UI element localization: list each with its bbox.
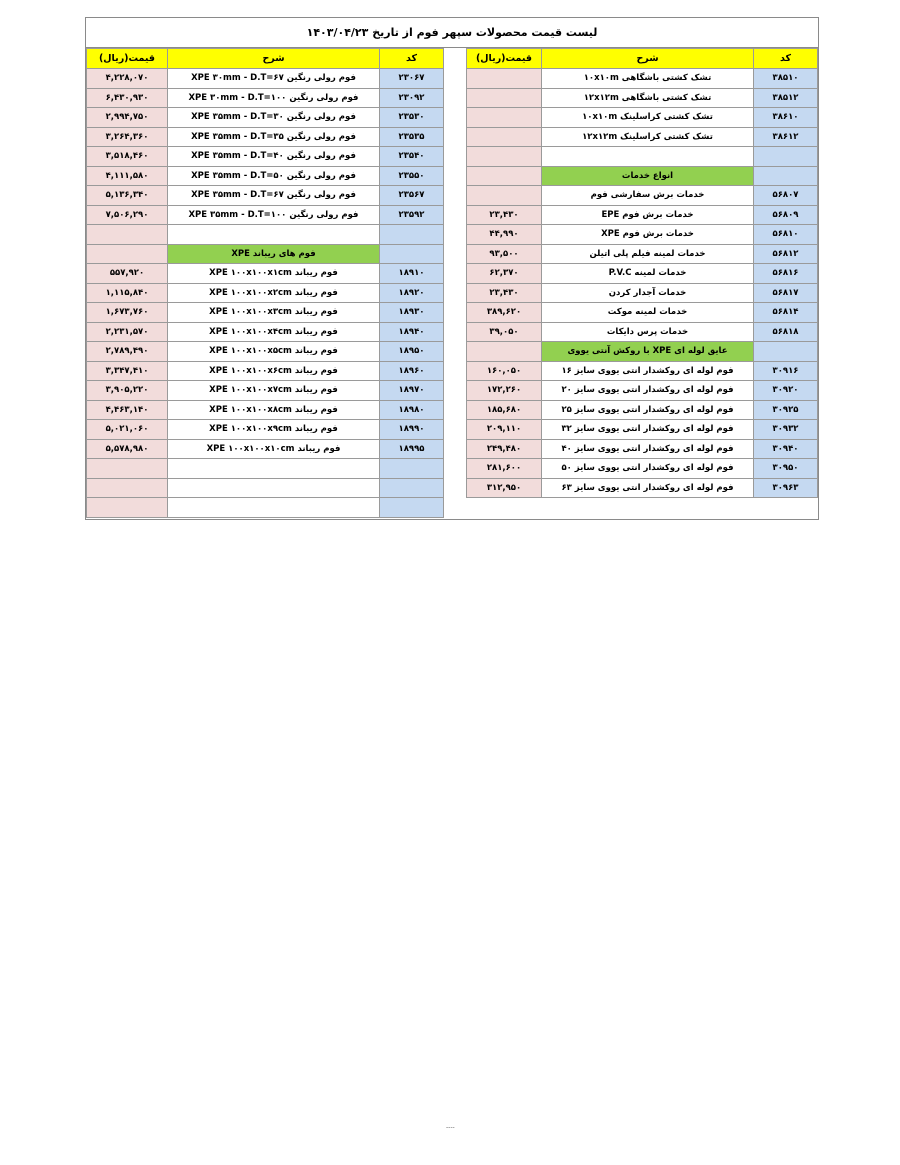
- table-row: [87, 400, 444, 420]
- code-cell: ۵۶۸۱۰: [754, 225, 818, 245]
- desc-cell: فوم ریباند XPE ۱۰۰x۱۰۰x۳cm: [168, 303, 380, 323]
- section-title: عایق لوله ای XPE با روکش آنتی یووی: [542, 342, 754, 362]
- table-row: [87, 69, 444, 89]
- table-row: [467, 400, 818, 420]
- code-cell: ۳۰۹۱۶: [754, 361, 818, 381]
- code-cell: ۳۸۶۱۲: [754, 127, 818, 147]
- table-row: [87, 478, 444, 498]
- price-table-left: [86, 48, 444, 518]
- code-cell: ۳۰۹۲۰: [754, 381, 818, 401]
- desc-cell: تشک کشتی باشگاهی ۱۰x۱۰m: [542, 69, 754, 89]
- table-row: [87, 166, 444, 186]
- code-cell: ۵۶۸۱۶: [754, 264, 818, 284]
- table-row: [467, 439, 818, 459]
- table-row: [87, 439, 444, 459]
- price-cell: ۱,۶۷۳,۷۶۰: [87, 303, 168, 323]
- code-cell: ۵۶۸۰۹: [754, 205, 818, 225]
- price-cell: ۲۴۹,۴۸۰: [467, 439, 542, 459]
- desc-cell: خدمات برش فوم EPE: [542, 205, 754, 225]
- price-cell: [467, 166, 542, 186]
- desc-cell: خدمات برش فوم XPE: [542, 225, 754, 245]
- table-row: [87, 420, 444, 440]
- code-cell: ۳۰۹۲۵: [754, 400, 818, 420]
- section-row: [467, 342, 818, 362]
- table-row: [87, 108, 444, 128]
- price-cell: [467, 147, 542, 167]
- code-cell: [380, 478, 444, 498]
- price-cell: [467, 69, 542, 89]
- code-cell: ۵۶۸۱۴: [754, 303, 818, 323]
- code-cell: ۵۶۸۱۲: [754, 244, 818, 264]
- desc-cell: فوم لوله ای روکشدار انتی یووی سایز ۶۳: [542, 478, 754, 498]
- header-price: قیمت(ریال): [87, 49, 168, 69]
- code-cell: ۱۸۹۹۵: [380, 439, 444, 459]
- section-title: فوم های ریباند XPE: [168, 244, 380, 264]
- table-row: [87, 459, 444, 479]
- code-cell: ۲۳۵۶۷: [380, 186, 444, 206]
- desc-cell: فوم رولی رنگین XPE ۳۵mm - D.T=۳۰: [168, 108, 380, 128]
- desc-cell: [542, 147, 754, 167]
- price-cell: ۲,۲۳۱,۵۷۰: [87, 322, 168, 342]
- code-cell: ۲۳۵۳۰: [380, 108, 444, 128]
- price-cell: ۴,۱۱۱,۵۸۰: [87, 166, 168, 186]
- price-cell: ۴,۴۶۳,۱۴۰: [87, 400, 168, 420]
- header-code: کد: [754, 49, 818, 69]
- section-title: انواع خدمات: [542, 166, 754, 186]
- code-cell: ۱۸۹۳۰: [380, 303, 444, 323]
- code-cell: ۱۸۹۸۰: [380, 400, 444, 420]
- desc-cell: [168, 478, 380, 498]
- price-cell: ۲۳,۴۳۰: [467, 205, 542, 225]
- table-row: [87, 225, 444, 245]
- table-row: [87, 264, 444, 284]
- desc-cell: [168, 225, 380, 245]
- code-cell: ۲۳۵۵۰: [380, 166, 444, 186]
- price-cell: ۲۸۱,۶۰۰: [467, 459, 542, 479]
- section-row: [467, 166, 818, 186]
- table-row: [87, 303, 444, 323]
- price-cell: ۵۵۷,۹۲۰: [87, 264, 168, 284]
- table-row: [467, 478, 818, 498]
- table-row: [467, 303, 818, 323]
- table-row: [467, 264, 818, 284]
- price-cell: ۲,۷۸۹,۴۹۰: [87, 342, 168, 362]
- table-row: [467, 88, 818, 108]
- table-row: [87, 283, 444, 303]
- table-row: [467, 186, 818, 206]
- code-cell: ۱۸۹۲۰: [380, 283, 444, 303]
- price-cell: ۳,۹۰۵,۲۲۰: [87, 381, 168, 401]
- desc-cell: فوم ریباند XPE ۱۰۰x۱۰۰x۹cm: [168, 420, 380, 440]
- code-cell: ۳۰۹۳۲: [754, 420, 818, 440]
- desc-cell: [168, 459, 380, 479]
- code-cell: ۱۸۹۵۰: [380, 342, 444, 362]
- code-cell: [380, 459, 444, 479]
- price-cell: [87, 459, 168, 479]
- table-row: [467, 127, 818, 147]
- code-cell: ۳۸۶۱۰: [754, 108, 818, 128]
- desc-cell: فوم رولی رنگین XPE ۳۵mm - D.T=۵۰: [168, 166, 380, 186]
- price-cell: ۹۳,۵۰۰: [467, 244, 542, 264]
- price-cell: ۴,۲۲۸,۰۷۰: [87, 69, 168, 89]
- code-cell: ۳۰۹۴۰: [754, 439, 818, 459]
- page-footer-mark: ----: [446, 1124, 455, 1131]
- table-row: [467, 459, 818, 479]
- price-list-sheet: [85, 17, 819, 520]
- code-cell: [754, 342, 818, 362]
- header-price: قیمت(ریال): [467, 49, 542, 69]
- price-cell: ۲۳,۴۳۰: [467, 283, 542, 303]
- code-cell: [380, 225, 444, 245]
- price-cell: ۲,۹۹۴,۷۵۰: [87, 108, 168, 128]
- desc-cell: خدمات برش سفارشی فوم: [542, 186, 754, 206]
- table-row: [467, 108, 818, 128]
- price-cell: ۵,۰۲۱,۰۶۰: [87, 420, 168, 440]
- header-code: کد: [380, 49, 444, 69]
- table-row: [467, 322, 818, 342]
- desc-cell: فوم لوله ای روکشدار انتی یووی سایز ۲۵: [542, 400, 754, 420]
- table-row: [87, 498, 444, 518]
- code-cell: ۲۳۵۴۰: [380, 147, 444, 167]
- code-cell: ۱۸۹۷۰: [380, 381, 444, 401]
- price-cell: ۵,۱۳۶,۳۴۰: [87, 186, 168, 206]
- code-cell: ۵۶۸۱۸: [754, 322, 818, 342]
- table-header-row: [467, 49, 818, 69]
- table-row: [467, 147, 818, 167]
- table-row: [87, 361, 444, 381]
- price-table-right: [466, 48, 818, 498]
- desc-cell: فوم رولی رنگین XPE ۳۰mm - D.T=۶۷: [168, 69, 380, 89]
- price-cell: ۳۹,۰۵۰: [467, 322, 542, 342]
- price-cell: [467, 342, 542, 362]
- code-cell: ۳۰۹۶۳: [754, 478, 818, 498]
- code-cell: ۵۶۸۱۷: [754, 283, 818, 303]
- code-cell: ۲۳۰۶۷: [380, 69, 444, 89]
- price-cell: [467, 108, 542, 128]
- desc-cell: خدمات پرس دایکات: [542, 322, 754, 342]
- desc-cell: تشک کشتی کراسلینک ۱۰x۱۰m: [542, 108, 754, 128]
- desc-cell: فوم ریباند XPE ۱۰۰x۱۰۰x۶cm: [168, 361, 380, 381]
- desc-cell: فوم ریباند XPE ۱۰۰x۱۰۰x۲cm: [168, 283, 380, 303]
- table-row: [87, 127, 444, 147]
- desc-cell: فوم رولی رنگین XPE ۳۵mm - D.T=۳۵: [168, 127, 380, 147]
- desc-cell: تشک کشتی باشگاهی ۱۲x۱۲m: [542, 88, 754, 108]
- header-desc: شرح: [542, 49, 754, 69]
- desc-cell: خدمات لمینه موکت: [542, 303, 754, 323]
- price-cell: ۳۱۲,۹۵۰: [467, 478, 542, 498]
- table-row: [87, 186, 444, 206]
- desc-cell: فوم رولی رنگین XPE ۳۵mm - D.T=۶۷: [168, 186, 380, 206]
- price-cell: ۱,۱۱۵,۸۴۰: [87, 283, 168, 303]
- table-row: [467, 244, 818, 264]
- price-cell: ۵,۵۷۸,۹۸۰: [87, 439, 168, 459]
- price-cell: [467, 88, 542, 108]
- price-cell: ۱۸۵,۶۸۰: [467, 400, 542, 420]
- code-cell: ۱۸۹۶۰: [380, 361, 444, 381]
- table-row: [467, 381, 818, 401]
- table-header-row: [87, 49, 444, 69]
- price-cell: ۶,۴۳۰,۹۳۰: [87, 88, 168, 108]
- section-row: [87, 244, 444, 264]
- price-cell: ۱۷۲,۲۶۰: [467, 381, 542, 401]
- table-row: [467, 225, 818, 245]
- table-row: [87, 205, 444, 225]
- price-cell: ۱۶۰,۰۵۰: [467, 361, 542, 381]
- table-row: [467, 205, 818, 225]
- price-cell: [467, 127, 542, 147]
- desc-cell: تشک کشتی کراسلینک ۱۲x۱۲m: [542, 127, 754, 147]
- desc-cell: فوم لوله ای روکشدار انتی یووی سایز ۵۰: [542, 459, 754, 479]
- table-row: [467, 361, 818, 381]
- desc-cell: فوم ریباند XPE ۱۰۰x۱۰۰x۸cm: [168, 400, 380, 420]
- table-row: [467, 69, 818, 89]
- desc-cell: خدمات آجدار کردن: [542, 283, 754, 303]
- desc-cell: فوم رولی رنگین XPE ۳۰mm - D.T=۱۰۰: [168, 88, 380, 108]
- table-row: [87, 322, 444, 342]
- desc-cell: فوم لوله ای روکشدار انتی یووی سایز ۴۰: [542, 439, 754, 459]
- price-cell: [467, 186, 542, 206]
- price-cell: [87, 478, 168, 498]
- code-cell: ۲۳۵۹۲: [380, 205, 444, 225]
- table-row: [87, 147, 444, 167]
- code-cell: [380, 244, 444, 264]
- code-cell: ۵۶۸۰۷: [754, 186, 818, 206]
- price-cell: ۳,۲۶۴,۳۶۰: [87, 127, 168, 147]
- table-row: [467, 420, 818, 440]
- desc-cell: فوم ریباند XPE ۱۰۰x۱۰۰x۱۰cm: [168, 439, 380, 459]
- table-row: [467, 283, 818, 303]
- code-cell: ۱۸۹۱۰: [380, 264, 444, 284]
- price-cell: ۳۸۹,۶۲۰: [467, 303, 542, 323]
- code-cell: ۳۰۹۵۰: [754, 459, 818, 479]
- desc-cell: خدمات لمینه P.V.C: [542, 264, 754, 284]
- table-row: [87, 88, 444, 108]
- code-cell: ۲۳۵۳۵: [380, 127, 444, 147]
- code-cell: ۳۸۵۱۰: [754, 69, 818, 89]
- desc-cell: فوم ریباند XPE ۱۰۰x۱۰۰x۵cm: [168, 342, 380, 362]
- header-desc: شرح: [168, 49, 380, 69]
- code-cell: [754, 166, 818, 186]
- price-cell: ۷,۵۰۶,۲۹۰: [87, 205, 168, 225]
- code-cell: [754, 147, 818, 167]
- desc-cell: فوم لوله ای روکشدار انتی یووی سایز ۲۰: [542, 381, 754, 401]
- desc-cell: خدمات لمینه فیلم پلی اتیلن: [542, 244, 754, 264]
- price-cell: [87, 225, 168, 245]
- desc-cell: فوم ریباند XPE ۱۰۰x۱۰۰x۱cm: [168, 264, 380, 284]
- desc-cell: فوم رولی رنگین XPE ۳۵mm - D.T=۴۰: [168, 147, 380, 167]
- desc-cell: فوم ریباند XPE ۱۰۰x۱۰۰x۷cm: [168, 381, 380, 401]
- code-cell: ۱۸۹۴۰: [380, 322, 444, 342]
- price-cell: ۶۲,۳۷۰: [467, 264, 542, 284]
- price-cell: [87, 244, 168, 264]
- price-cell: ۳,۳۴۷,۴۱۰: [87, 361, 168, 381]
- table-row: [87, 381, 444, 401]
- desc-cell: فوم لوله ای روکشدار انتی یووی سایز ۱۶: [542, 361, 754, 381]
- desc-cell: فوم ریباند XPE ۱۰۰x۱۰۰x۴cm: [168, 322, 380, 342]
- code-cell: [380, 498, 444, 518]
- price-cell: ۲۰۹,۱۱۰: [467, 420, 542, 440]
- code-cell: ۱۸۹۹۰: [380, 420, 444, 440]
- desc-cell: فوم لوله ای روکشدار انتی یووی سایز ۳۲: [542, 420, 754, 440]
- price-cell: [87, 498, 168, 518]
- table-row: [87, 342, 444, 362]
- desc-cell: [168, 498, 380, 518]
- price-cell: ۴۴,۹۹۰: [467, 225, 542, 245]
- price-cell: ۳,۵۱۸,۴۶۰: [87, 147, 168, 167]
- desc-cell: فوم رولی رنگین XPE ۳۵mm - D.T=۱۰۰: [168, 205, 380, 225]
- code-cell: ۳۸۵۱۲: [754, 88, 818, 108]
- code-cell: ۲۳۰۹۲: [380, 88, 444, 108]
- page-title: لیست قیمت محصولات سپهر فوم از تاریخ ۱۴۰۳/۰۴/۲۳: [86, 18, 818, 48]
